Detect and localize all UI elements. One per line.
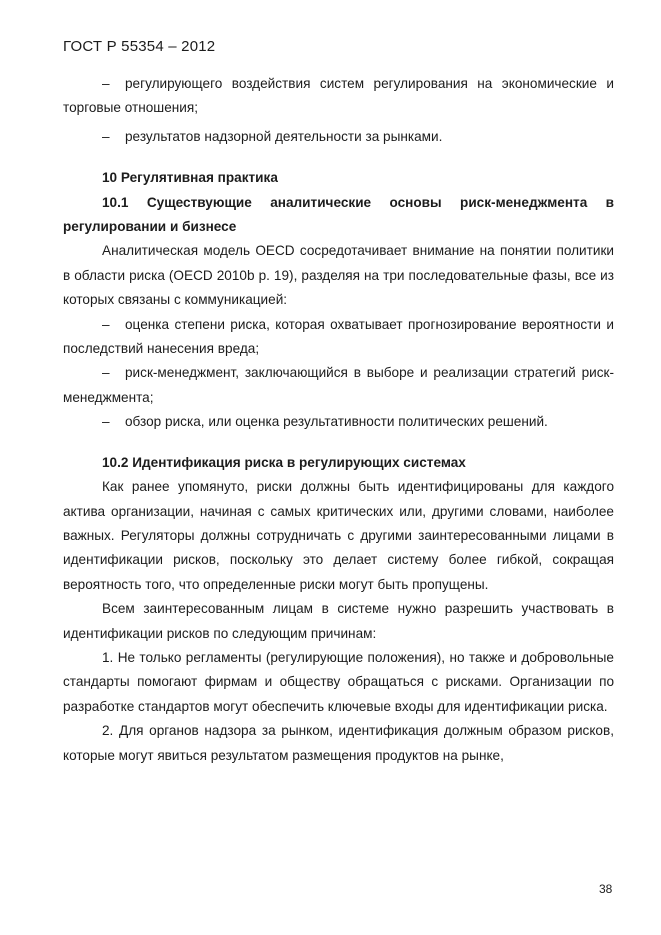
list-item: [63, 72, 614, 121]
paragraph: Всем заинтересованным лицам в системе нужно разрешить участвовать в идентификации рисков по следующим причинам:: [63, 601, 614, 641]
list-item-text: результатов надзорной деятельности за рынками.: [125, 128, 443, 144]
dash-marker: –: [102, 316, 110, 332]
list-item-text: оценка степени риска, которая охватывает прогнозирование вероятности и последствий нанесения вреда;: [63, 316, 614, 357]
dash-marker: –: [102, 365, 110, 381]
dash-marker: –: [102, 76, 110, 91]
list-item-text: обзор риска, или оценка результативности политических решений.: [125, 414, 548, 430]
list-item-text: регулирующего воздействия систем регулирования на экономические и торговые отношения;: [63, 76, 614, 116]
paragraph: 1. Не только регламенты (регулирующие положения), но также и добровольные стандарты помогают фирмам и обществу обращаться с рисками. Организации по разработке стандартов могут обеспечить ключевые входы для идентификации риска.: [63, 649, 614, 714]
dash-marker: –: [102, 414, 110, 430]
dash-marker: –: [102, 128, 110, 144]
paragraph: 2. Для органов надзора за рынком, идентификация должным образом рисков, которые могут явиться результатом размещения продуктов на рынке,: [63, 723, 614, 763]
page-number: 38: [599, 882, 613, 896]
section-heading-10: 10 Регулятивная практика: [102, 170, 278, 186]
list-item: [63, 410, 614, 434]
list-item-text: риск-менеджмент, заключающийся в выборе и реализации стратегий риск-менеджмента;: [63, 365, 614, 405]
document-header: ГОСТ Р 55354 – 2012: [63, 38, 216, 55]
document-body: [63, 72, 614, 768]
list-item: [63, 361, 614, 410]
list-item: [63, 313, 614, 362]
paragraph: Как ранее упомянуто, риски должны быть идентифицированы для каждого актива организации, начиная с самых критических или, другими словами, наиболее важных. Регуляторы должны сотрудничать с другими заинтересованными лицами в идентификации рисков, поскольку это делает систему более гибкой, сокращая вероятность того, что определенные риски могут быть пропущены.: [63, 479, 614, 592]
section-heading-10-1: 10.1 Существующие аналитические основы риск-менеджмента в регулировании и бизнесе: [63, 194, 614, 235]
section-heading-10-2: 10.2 Идентификация риска в регулирующих системах: [102, 454, 466, 470]
list-item: [63, 125, 614, 149]
paragraph: Аналитическая модель OECD сосредотачивает внимание на понятии политики в области риска (OECD 2010b p. 19), разделяя на три последовательные фазы, все из которых связаны с коммуникацией:: [63, 243, 614, 308]
